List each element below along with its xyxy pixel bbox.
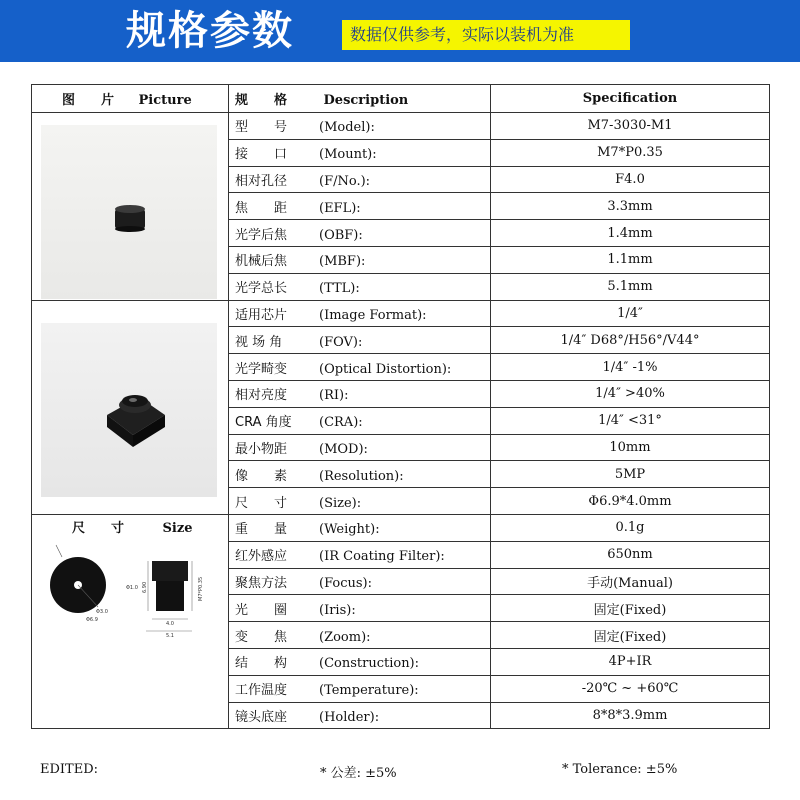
spec-label-cn: 光学畸变	[235, 361, 288, 377]
spec-label-en: (Resolution):	[319, 468, 404, 484]
spec-body	[32, 113, 770, 729]
picture-cell-2	[32, 300, 229, 514]
table-row	[32, 113, 770, 140]
spec-label-en: (Temperature):	[319, 683, 419, 699]
spec-label-en: (OBF):	[319, 227, 363, 243]
spec-label-cn: CRA 角度	[235, 415, 292, 431]
spec-label-en: (Holder):	[319, 709, 380, 725]
spec-label-cell	[229, 300, 491, 327]
spec-value: 1/4″ >40%	[491, 380, 770, 407]
header-picture-cn: 图 片	[62, 93, 115, 108]
spec-value: 1.1mm	[491, 246, 770, 273]
spec-label-en: (EFL):	[319, 200, 361, 216]
spec-label-cell	[229, 246, 491, 273]
spec-label-cn: 像 素	[235, 468, 288, 484]
spec-value: 5.1mm	[491, 273, 770, 300]
spec-value: M7-3030-M1	[491, 113, 770, 140]
spec-label-en: (Image Format):	[319, 307, 427, 323]
header-description	[229, 85, 491, 113]
spec-value: 3.3mm	[491, 193, 770, 220]
lens-photo-top	[41, 125, 217, 299]
spec-label-cell	[229, 380, 491, 407]
spec-label-cell	[229, 273, 491, 300]
table-row	[32, 514, 770, 541]
spec-value: 4P+IR	[491, 648, 770, 675]
dim-phi69: Φ6.9	[86, 616, 98, 623]
spec-label-cell	[229, 407, 491, 434]
spec-value: 8*8*3.9mm	[491, 702, 770, 729]
spec-value: 1/4″ -1%	[491, 354, 770, 381]
spec-label-cn: 变 焦	[235, 629, 288, 645]
spec-label-cn: 光学总长	[235, 281, 288, 297]
lens-top-icon	[41, 125, 217, 299]
spec-label-en: (Zoom):	[319, 629, 371, 645]
spec-label-cell	[229, 193, 491, 220]
spec-label-en: (MBF):	[319, 254, 366, 270]
spec-label-cn: 相对亮度	[235, 388, 288, 404]
spec-label-en: (Mount):	[319, 147, 377, 163]
spec-value: 5MP	[491, 461, 770, 488]
size-heading	[72, 517, 193, 536]
spec-value: 1/4″ D68°/H56°/V44°	[491, 327, 770, 354]
spec-label-en: (Focus):	[319, 575, 372, 591]
footer-edited: EDITED:	[40, 762, 99, 777]
spec-label-en: (Model):	[319, 120, 375, 136]
spec-label-cn: 最小物距	[235, 441, 288, 457]
spec-label-cell	[229, 622, 491, 649]
spec-label-cn: 相对孔径	[235, 173, 288, 189]
spec-label-cell	[229, 113, 491, 140]
spec-label-cn: 结 构	[235, 656, 288, 672]
spec-label-cn: 机械后焦	[235, 254, 288, 270]
spec-table	[31, 84, 770, 729]
spec-label-cell	[229, 595, 491, 622]
spec-value: 固定(Fixed)	[491, 622, 770, 649]
spec-label-cn: 尺 寸	[235, 495, 288, 511]
spec-label-cell	[229, 327, 491, 354]
spec-label-en: (FOV):	[319, 334, 363, 350]
dim-phi1: Φ1.0	[126, 584, 138, 591]
footer	[40, 762, 760, 780]
spec-label-cn: 光学后焦	[235, 227, 288, 243]
spec-label-en: (CRA):	[319, 415, 363, 431]
dim-40: 4.0	[166, 620, 174, 627]
spec-value: 固定(Fixed)	[491, 595, 770, 622]
header-label-en: Description	[323, 93, 409, 108]
size-heading-cn: 尺 寸	[72, 520, 125, 536]
spec-value: 手动(Manual)	[491, 568, 770, 595]
spec-label-cn: 接 口	[235, 147, 288, 163]
page-title: 规格参数	[126, 8, 294, 54]
spec-label-cn: 红外感应	[235, 549, 288, 565]
header-specification: Specification	[491, 85, 770, 113]
dim-51: 5.1	[166, 632, 174, 639]
spec-label-cell	[229, 434, 491, 461]
spec-label-cell	[229, 166, 491, 193]
spec-value: 1.4mm	[491, 220, 770, 247]
table-header-row	[32, 85, 770, 113]
spec-label-cell	[229, 354, 491, 381]
spec-label-cn: 聚焦方法	[235, 575, 288, 591]
spec-value: -20℃ ~ +60℃	[491, 675, 770, 702]
spec-label-en: (Weight):	[319, 522, 380, 538]
disclaimer-note: 数据仅供参考，实际以装机为准	[342, 20, 630, 50]
spec-label-cn: 重 量	[235, 522, 288, 538]
spec-value: 650nm	[491, 541, 770, 568]
spec-label-en: (TTL):	[319, 281, 360, 297]
spec-label-en: (F/No.):	[319, 173, 371, 189]
header-picture-en: Picture	[138, 93, 192, 108]
footer-tolerance-cn: * 公差: ±5%	[320, 766, 397, 781]
spec-label-en: (Optical Distortion):	[319, 361, 452, 377]
dim-thread: M7*P0.35	[198, 576, 204, 601]
spec-label-en: (RI):	[319, 388, 349, 404]
spec-label-cn: 光 圈	[235, 602, 288, 618]
header-label-cn: 规 格	[235, 93, 288, 108]
spec-value: 1/4″	[491, 300, 770, 327]
spec-label-en: (Construction):	[319, 656, 420, 672]
spec-label-cn: 焦 距	[235, 200, 288, 216]
spec-label-cn: 型 号	[235, 120, 288, 136]
dim-phi3: Φ3.0	[96, 608, 108, 615]
spec-label-cell	[229, 488, 491, 515]
spec-label-cell	[229, 220, 491, 247]
spec-value: Φ6.9*4.0mm	[491, 488, 770, 515]
picture-cell-size	[32, 514, 229, 728]
spec-label-en: (MOD):	[319, 441, 368, 457]
spec-label-en: (Size):	[319, 495, 362, 511]
spec-label-cell	[229, 702, 491, 729]
spec-label-cell	[229, 675, 491, 702]
spec-label-cn: 工作温度	[235, 683, 288, 699]
spec-label-cell	[229, 514, 491, 541]
spec-label-cn: 适用芯片	[235, 307, 288, 323]
spec-value: M7*P0.35	[491, 139, 770, 166]
lens-holder-icon	[41, 323, 217, 497]
spec-label-cell	[229, 139, 491, 166]
spec-value: 10mm	[491, 434, 770, 461]
spec-label-cn: 镜头底座	[235, 709, 288, 725]
spec-label-en: (Iris):	[319, 602, 356, 618]
spec-label-cell	[229, 461, 491, 488]
lens-photo-angle	[41, 323, 217, 497]
spec-label-cell	[229, 541, 491, 568]
spec-label-cn: 视 场 角	[235, 334, 283, 350]
dimension-drawing	[42, 541, 222, 641]
spec-label-cell	[229, 648, 491, 675]
spec-label-en: (IR Coating Filter):	[319, 549, 445, 565]
size-heading-en: Size	[162, 520, 193, 536]
table-row	[32, 300, 770, 327]
spec-value: 0.1g	[491, 514, 770, 541]
spec-value: F4.0	[491, 166, 770, 193]
picture-cell-1	[32, 113, 229, 301]
spec-label-cell	[229, 568, 491, 595]
dim-690: 6.90	[142, 581, 148, 593]
spec-value: 1/4″ <31°	[491, 407, 770, 434]
header-banner	[0, 0, 800, 62]
footer-tolerance-en: * Tolerance: ±5%	[562, 762, 678, 777]
header-picture	[32, 85, 229, 113]
